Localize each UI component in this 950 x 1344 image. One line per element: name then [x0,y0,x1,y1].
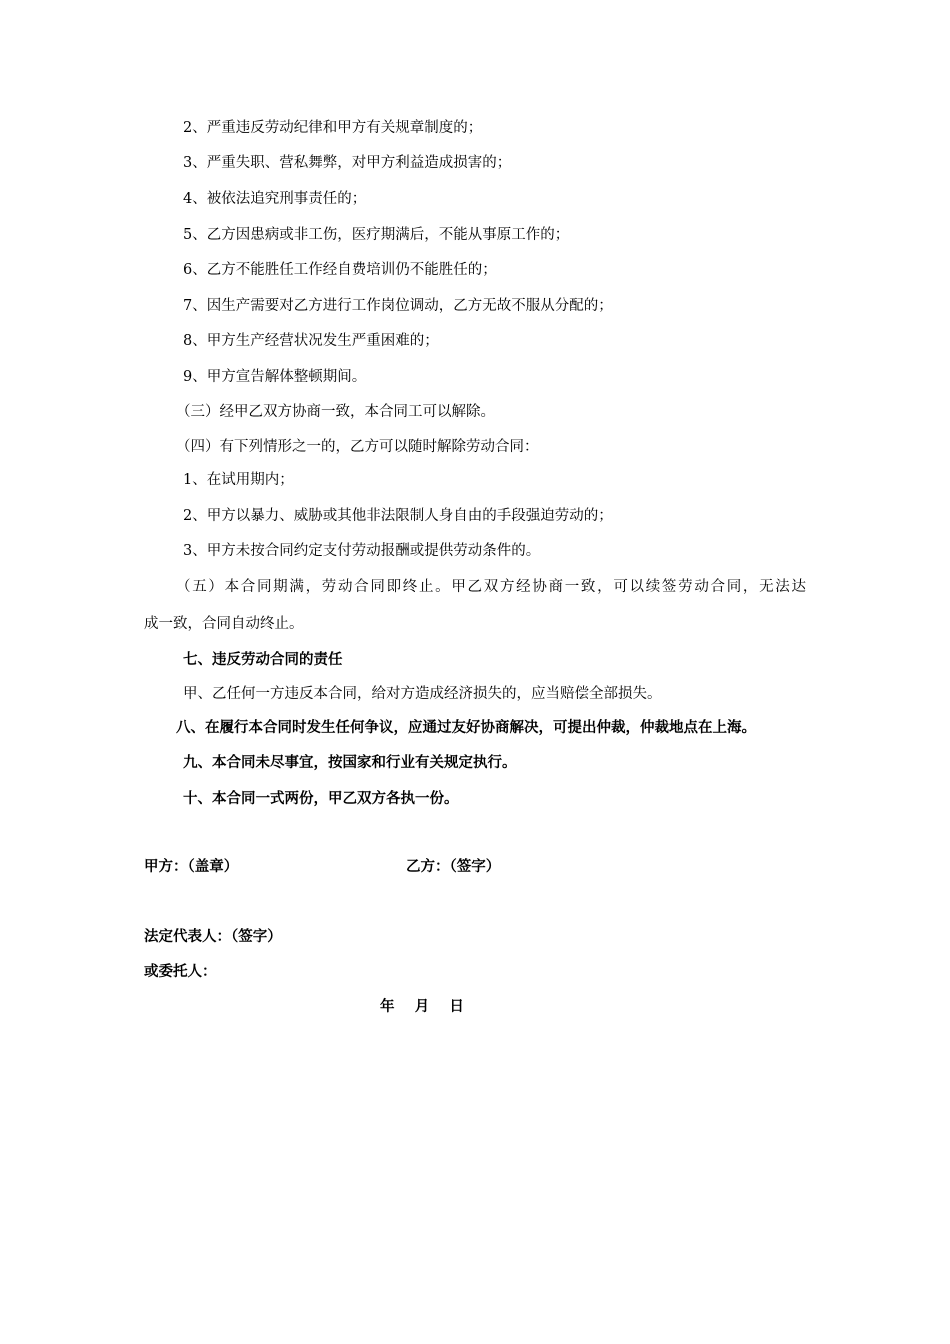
signing-date: 年 月 日 [380,999,464,1015]
clause-4: 4、被依法追究刑事责任的； [183,191,367,207]
section-3: （三）经甲乙双方协商一致，本合同工可以解除。 [176,404,495,420]
party-a-seal: 甲方：（盖章） [144,859,239,875]
section-5-line-2: 成一致，合同自动终止。 [144,616,304,632]
party-b-signature: 乙方：（签字） [406,859,501,875]
section-4-item-2: 2、甲方以暴力、威胁或其他非法限制人身自由的手段强迫劳动的； [183,508,613,524]
article-9: 九、本合同未尽事宜，按国家和行业有关规定执行。 [183,755,517,771]
section-4-item-3: 3、甲方未按合同约定支付劳动报酬或提供劳动条件的。 [183,543,541,559]
clause-9: 9、甲方宣告解体整顿期间。 [183,369,367,385]
section-4-item-1: 1、在试用期内； [183,472,294,488]
clause-5: 5、乙方因患病或非工伤，医疗期满后，不能从事原工作的； [183,227,570,243]
article-7-heading: 七、违反劳动合同的责任 [183,652,343,668]
legal-representative: 法定代表人：（签字） [144,929,282,945]
clause-8: 8、甲方生产经营状况发生严重困难的； [183,333,439,349]
article-8: 八、在履行本合同时发生任何争议，应通过友好协商解决，可提出仲裁，仲裁地点在上海。 [176,720,756,736]
clause-6: 6、乙方不能胜任工作经自费培训仍不能胜任的； [183,262,497,278]
clause-2: 2、严重违反劳动纪律和甲方有关规章制度的； [183,120,483,136]
clause-7: 7、因生产需要对乙方进行工作岗位调动，乙方无故不服从分配的； [183,298,613,314]
article-7-body: 甲、乙任何一方违反本合同，给对方造成经济损失的，应当赔偿全部损失。 [183,686,662,702]
clause-3: 3、严重失职、营私舞弊，对甲方利益造成损害的； [183,155,512,171]
authorized-agent: 或委托人： [144,964,217,980]
section-4-heading: （四）有下列情形之一的，乙方可以随时解除劳动合同： [176,439,539,455]
section-5-line-1: （五）本合同期满，劳动合同即终止。甲乙双方经协商一致，可以续签劳动合同，无法达 [176,579,806,595]
article-10: 十、本合同一式两份，甲乙双方各执一份。 [183,791,459,807]
